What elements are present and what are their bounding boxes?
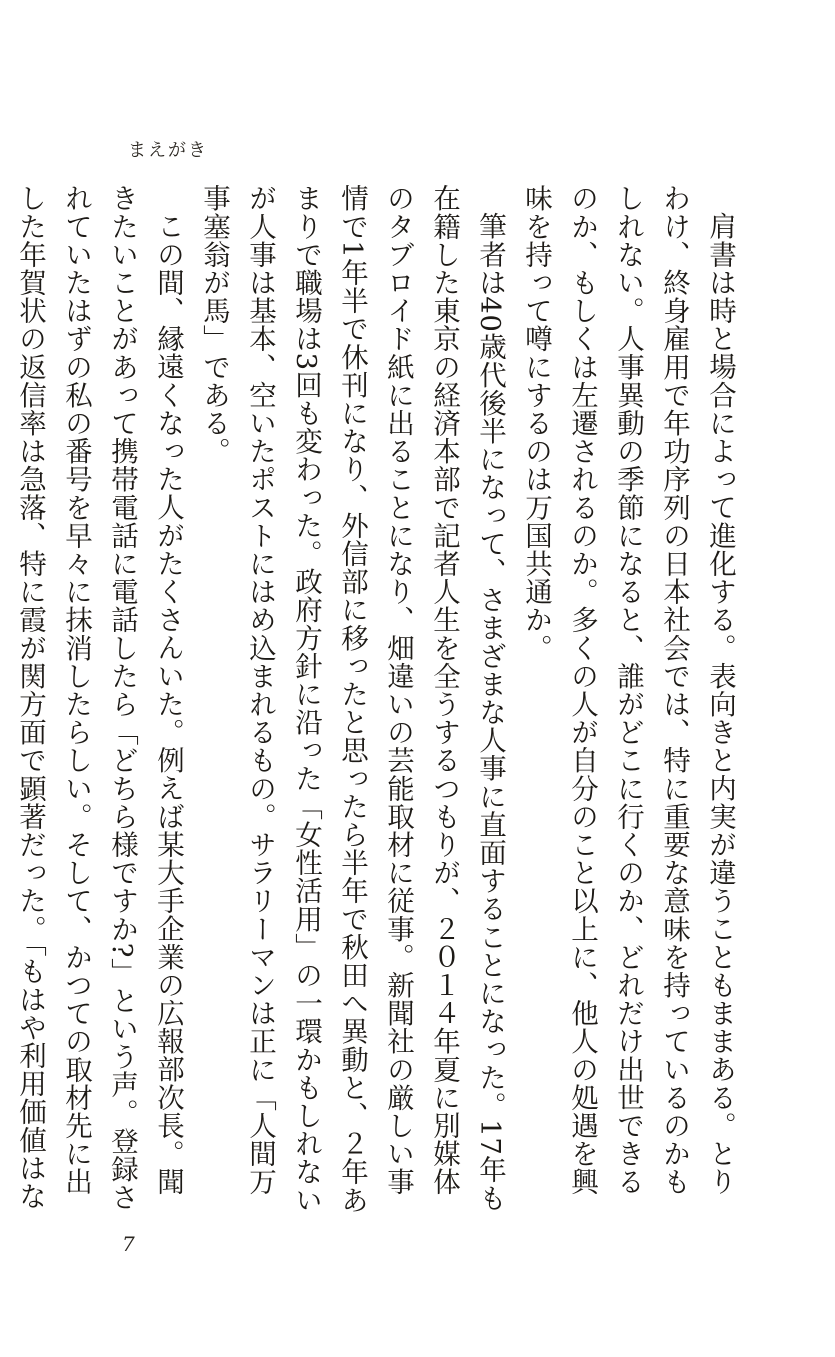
paragraph-2: 筆者は40歳代後半になって、さまざまな人事に直面することになった。17年も在籍した東京の経済本部で記者人生を全うするつもりが、２０１４年夏に別媒体のタブロイド紙に出ることになり、畑違いの芸能取材に従事。新聞社の厳しい事情で1年半で休刊になり、外信部に移ったと思ったら半年で秋田へ異動と、２年あまりで職場は3回も変わった。政府方針に沿った「女性活用」の一環かもしれないが人事は基本、空いたポストにはめ込まれるもの。サラリーマンは正に「人間万事塞翁が馬」である。 (198, 184, 506, 1214)
running-head: まえがき (128, 140, 208, 161)
body-text (14, 184, 743, 1214)
page-number: 7 (122, 1232, 135, 1256)
paragraph-1: 肩書は時と場合によって進化する。表向きと内実が違うこともままある。とりわけ、終身雇用で年功序列の日本社会では、特に重要な意味を持っているのかもしれない。人事異動の季節になると、誰がどこに行くのか、どれだけ出世できるのか、もしくは左遷されるのか。多くの人が自分のこと以上に、他人の処遇を興味を持って噂にするのは万国共通か。 (520, 184, 736, 1196)
paragraph-3: この間、縁遠くなった人がたくさんいた。例えば某大手企業の広報部次長。聞きたいことがあって携帯電話に電話したら「どちら様ですか?」という声。登録されていたはずの私の番号を早々に抹消したらしい。そして、かつての取材先に出した年賀状の返信率は急落、特に霞が関方面で顕著だった。「もはや利用価値はな (14, 184, 184, 1211)
